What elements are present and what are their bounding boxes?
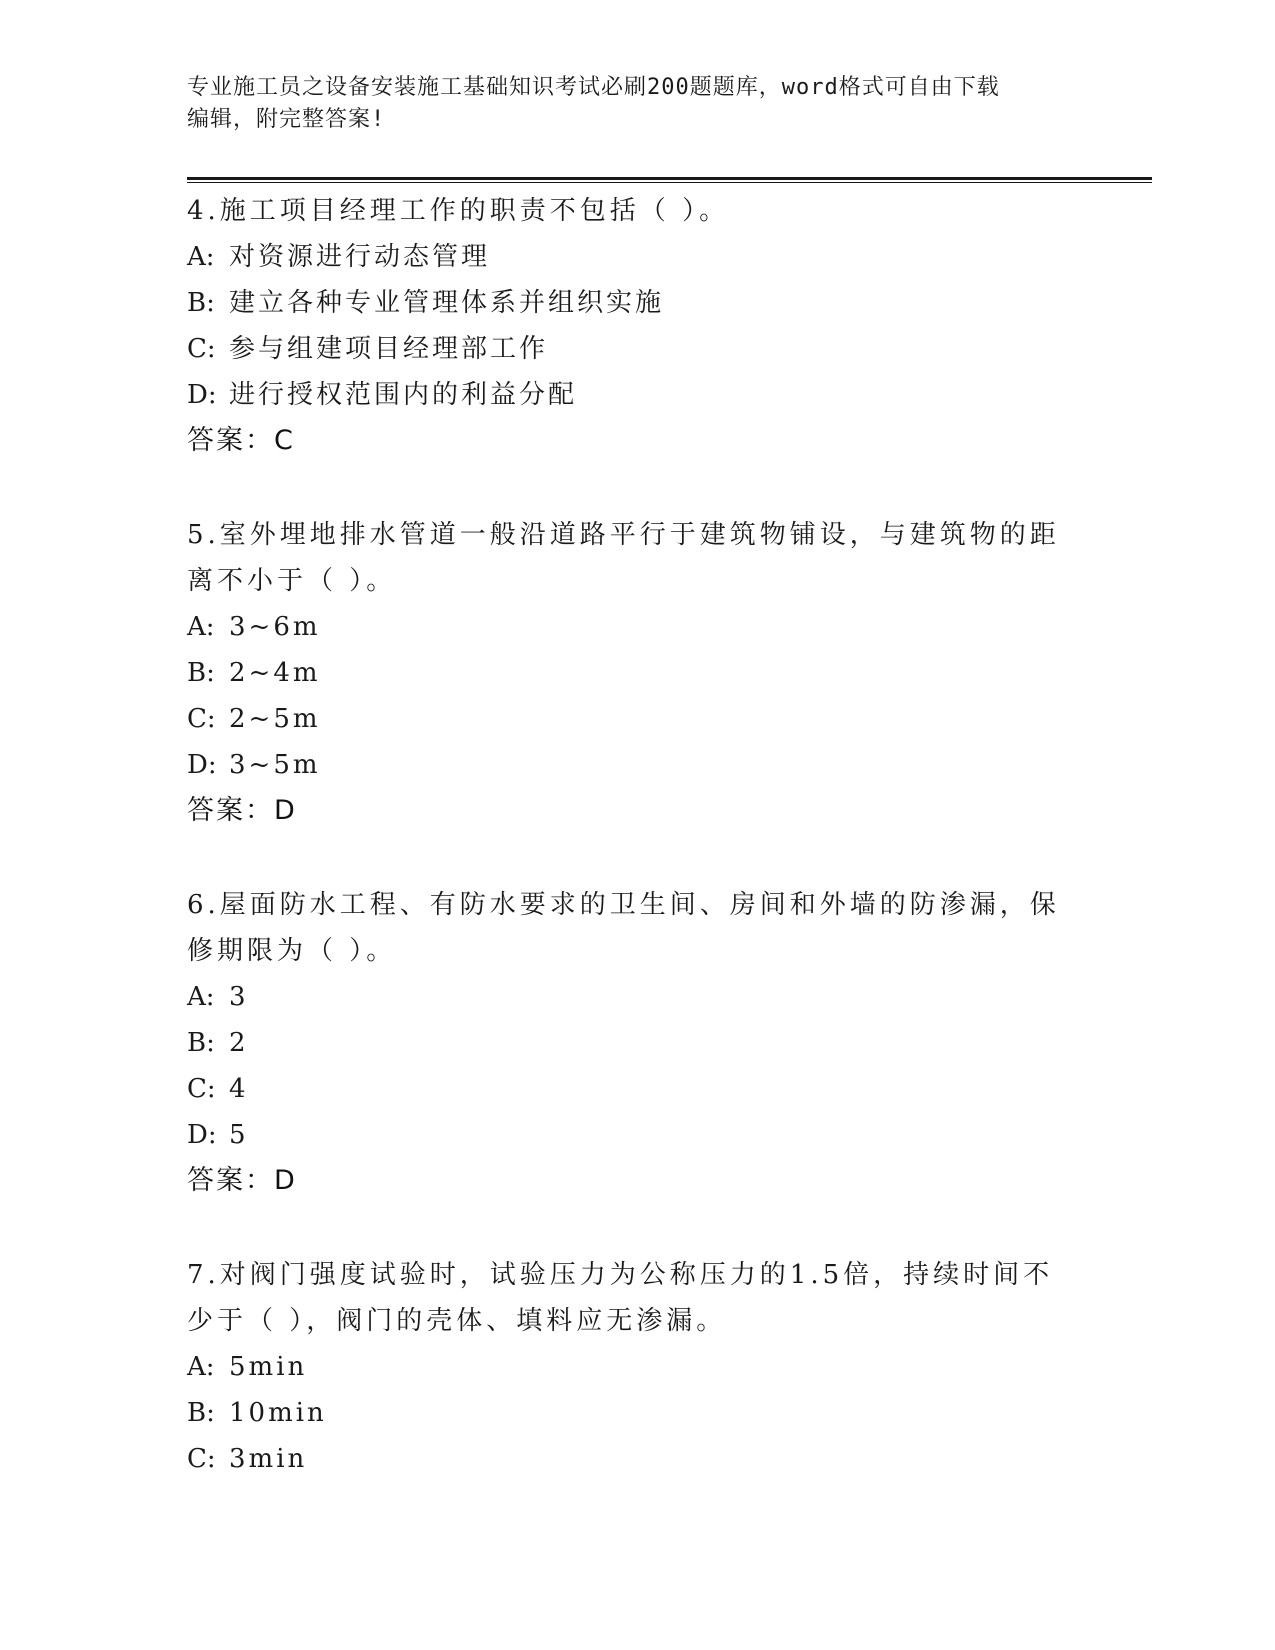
option-label: C: [187, 704, 216, 734]
option-label: D: [187, 380, 217, 410]
question-stem: 4.施工项目经理工作的职责不包括（ ）。 [187, 196, 730, 226]
option-c [187, 1436, 1067, 1482]
question-stem: 6.屋面防水工程、有防水要求的卫生间、房间和外墙的防渗漏，保修期限为（ ）。 [187, 890, 1060, 966]
answer-line: 答案：D [187, 1165, 297, 1196]
option-label: D: [187, 1120, 217, 1150]
option-text: 对资源进行动态管理 [229, 242, 491, 272]
option-a [187, 974, 1067, 1020]
option-text: 2~5m [229, 704, 321, 734]
option-d [187, 1112, 1067, 1158]
option-b [187, 650, 1067, 696]
header-divider-thick [187, 177, 1152, 180]
question-list [187, 188, 1067, 1482]
option-text: 5 [229, 1120, 249, 1150]
option-d [187, 372, 1067, 418]
header-title-line-2: 编辑，附完整答案! [187, 107, 386, 132]
option-text: 参与组建项目经理部工作 [229, 334, 549, 364]
option-a [187, 1344, 1067, 1390]
option-text: 3~5m [229, 750, 321, 780]
answer-line: 答案：D [187, 795, 297, 826]
option-a [187, 234, 1067, 280]
option-label: A: [187, 612, 215, 642]
option-label: B: [187, 288, 215, 318]
document-header [187, 72, 1067, 136]
header-title-line-1: 专业施工员之设备安装施工基础知识考试必刷200题题库，word格式可自由下载 [187, 75, 1000, 100]
option-text: 3~6m [229, 612, 321, 642]
option-c [187, 1066, 1067, 1112]
question-5 [187, 512, 1067, 834]
option-c [187, 696, 1067, 742]
option-label: D: [187, 750, 217, 780]
option-text: 10min [229, 1398, 327, 1428]
option-text: 2 [229, 1028, 249, 1058]
option-text: 5min [229, 1352, 308, 1382]
option-label: A: [187, 982, 215, 1012]
option-label: C: [187, 334, 216, 364]
option-label: C: [187, 1074, 216, 1104]
option-b [187, 1020, 1067, 1066]
option-text: 2~4m [229, 658, 321, 688]
option-label: A: [187, 242, 215, 272]
question-6 [187, 882, 1067, 1204]
option-label: B: [187, 1398, 215, 1428]
option-label: A: [187, 1352, 215, 1382]
option-label: B: [187, 658, 215, 688]
header-divider-thin [187, 182, 1152, 183]
option-text: 3min [229, 1444, 308, 1474]
option-b [187, 280, 1067, 326]
option-text: 3 [229, 982, 249, 1012]
option-a [187, 604, 1067, 650]
question-4 [187, 188, 1067, 464]
question-7 [187, 1252, 1067, 1482]
question-stem: 7.对阀门强度试验时，试验压力为公称压力的1.5倍，持续时间不少于（ ），阀门的壳体、填料应无渗漏。 [187, 1260, 1054, 1336]
option-text: 建立各种专业管理体系并组织实施 [229, 288, 665, 318]
option-text: 4 [229, 1074, 249, 1104]
question-stem: 5.室外埋地排水管道一般沿道路平行于建筑物铺设，与建筑物的距离不小于（ ）。 [187, 520, 1060, 596]
option-label: B: [187, 1028, 215, 1058]
answer-line: 答案：C [187, 425, 295, 456]
option-label: C: [187, 1444, 216, 1474]
option-b [187, 1390, 1067, 1436]
option-d [187, 742, 1067, 788]
option-text: 进行授权范围内的利益分配 [229, 380, 578, 410]
option-c [187, 326, 1067, 372]
